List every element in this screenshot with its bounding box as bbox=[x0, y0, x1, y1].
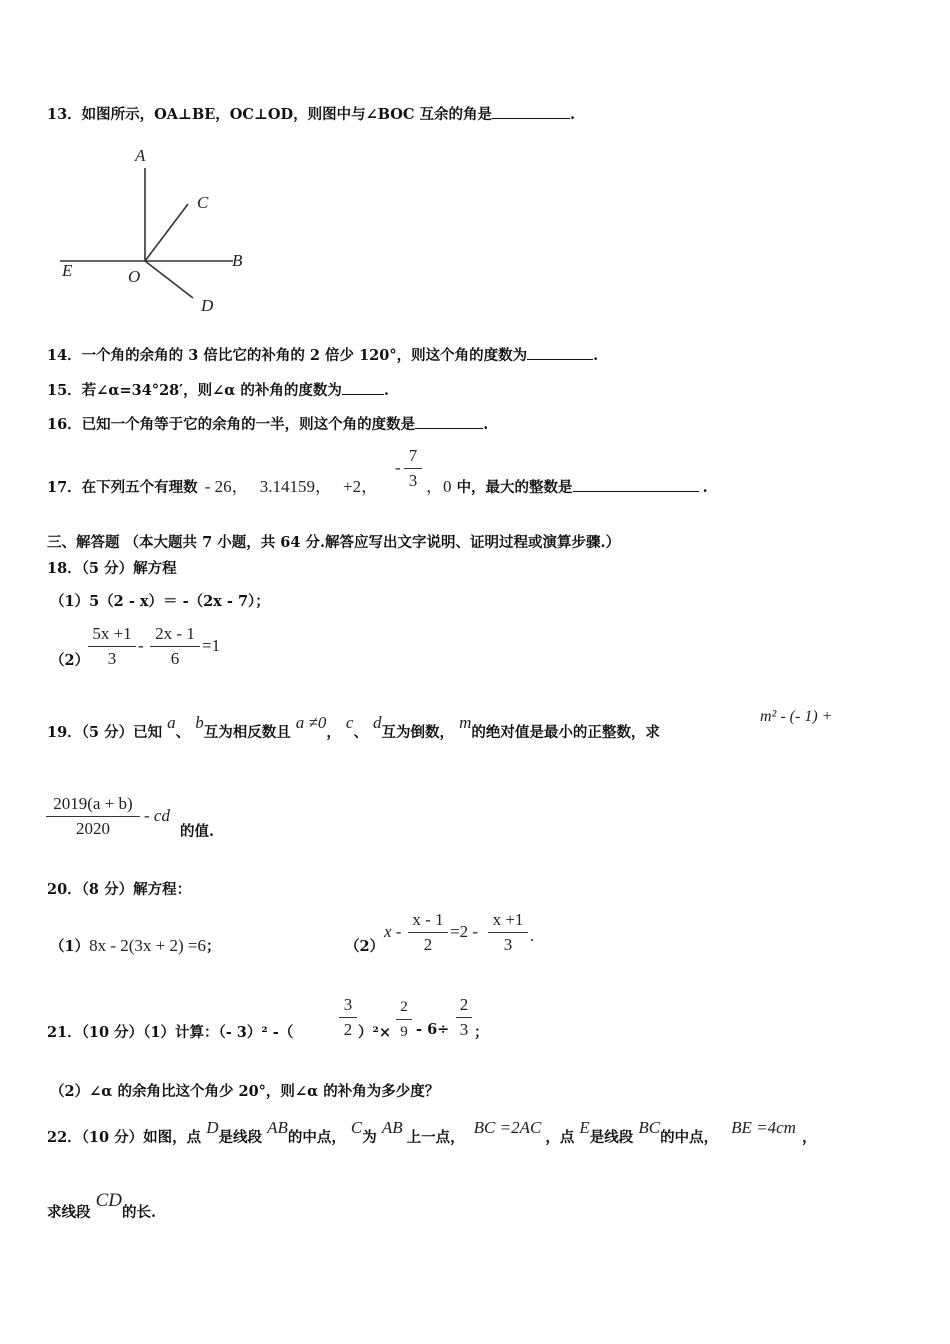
q15-answer-blank bbox=[342, 382, 384, 395]
q18-title: 18．（5 分）解方程 bbox=[47, 560, 177, 577]
q13-end: . bbox=[569, 106, 576, 123]
q16-line bbox=[47, 413, 488, 434]
q22-segment-ab: AB bbox=[267, 1118, 288, 1137]
q21-text-3: - 6÷ bbox=[416, 1021, 450, 1038]
q18-part2-label: （2） bbox=[50, 652, 90, 669]
q17-frac-den: 3 bbox=[408, 471, 418, 490]
q19-var-a: a bbox=[167, 713, 176, 732]
q18-minus: - bbox=[138, 636, 144, 655]
q18-frac-2 bbox=[150, 624, 200, 669]
label-b: B bbox=[232, 251, 243, 270]
q20-part1-label: （1） bbox=[50, 938, 90, 955]
q21-text-4: ； bbox=[474, 1024, 489, 1041]
ray-od bbox=[145, 261, 193, 298]
q18-part1: （1）5（2 - x）＝ -（2x - 7）； bbox=[50, 593, 270, 610]
label-a: A bbox=[135, 146, 146, 165]
q15-line bbox=[47, 379, 389, 400]
q18-frac-1 bbox=[88, 624, 136, 669]
q21-frac-2-num: 2 bbox=[400, 999, 408, 1015]
q17-number-2: 3.14159， bbox=[259, 477, 332, 496]
q20-part1 bbox=[50, 935, 221, 956]
q22-segment-bc: BC bbox=[638, 1118, 661, 1137]
q22-line-1 bbox=[47, 1118, 817, 1147]
q20-part2-label: （2） bbox=[345, 938, 385, 955]
q17-fraction bbox=[404, 446, 422, 491]
q22-text-10: 求线段 bbox=[47, 1204, 91, 1221]
q19-var-b: b bbox=[195, 713, 204, 732]
q22-text-1: 22．（10 分）如图，点 bbox=[47, 1129, 202, 1146]
q19-var-d: d bbox=[373, 713, 382, 732]
label-c: C bbox=[197, 193, 209, 212]
q21-part2: （2）∠α 的余角比这个角少 20°，则∠α 的补角为多少度？ bbox=[50, 1083, 440, 1100]
q20-frac-2 bbox=[488, 910, 528, 955]
q19-expression-1: m² - (- 1) + bbox=[760, 708, 833, 725]
q15-text: 15．若∠α=34°28′，则∠α 的补角的度数为 bbox=[47, 382, 342, 399]
q21-text-2: ）²× bbox=[358, 1024, 392, 1041]
q16-text: 16．已知一个角等于它的余角的一半，则这个角的度数是 bbox=[47, 416, 416, 433]
q20-frac-2-den: 3 bbox=[503, 935, 513, 954]
q13-line bbox=[47, 103, 575, 124]
label-o: O bbox=[128, 267, 141, 286]
q22-condition-1: BC =2AC bbox=[473, 1118, 542, 1137]
q13-answer-blank bbox=[492, 106, 570, 119]
q20-part1-end: ； bbox=[206, 938, 221, 955]
q19-var-m: m bbox=[459, 713, 472, 732]
q21-frac-1-num: 3 bbox=[343, 995, 353, 1014]
q16-end: . bbox=[483, 416, 489, 433]
q19-text-4: 的绝对值是最小的正整数，求 bbox=[471, 724, 660, 741]
q21-text-1: 21．（10 分）（1）计算：（- 3）² -（ bbox=[47, 1024, 294, 1041]
q18-frac-1-num: 5x +1 bbox=[92, 624, 132, 643]
q22-line-2 bbox=[47, 1190, 157, 1223]
q20-part1-expr: 8x - 2(3x + 2) =6 bbox=[89, 936, 207, 955]
q22-point-c: C bbox=[350, 1118, 363, 1137]
q22-segment-cd: CD bbox=[95, 1190, 122, 1211]
q22-text-11: 的长. bbox=[121, 1204, 157, 1221]
q18-frac-2-num: 2x - 1 bbox=[155, 624, 195, 643]
q21-frac-3-den: 3 bbox=[459, 1020, 469, 1039]
q17-end: . bbox=[702, 479, 708, 496]
q17-prefix: 17．在下列五个有理数 bbox=[47, 479, 198, 496]
q22-text-4: 为 bbox=[362, 1129, 377, 1146]
q19-condition: a ≠0 bbox=[295, 713, 327, 732]
q22-condition-2: BE =4cm bbox=[731, 1118, 796, 1137]
q19-text-3: 互为倒数， bbox=[381, 724, 455, 741]
q22-text-9: ， bbox=[801, 1129, 817, 1146]
q20-part2-x: x - bbox=[384, 922, 402, 941]
q19-line bbox=[47, 713, 660, 742]
q18-frac-1-den: 3 bbox=[107, 649, 117, 668]
q22-point-e: E bbox=[579, 1118, 590, 1137]
q14-text: 14．一个角的余角的 3 倍比它的补角的 2 倍少 120°，则这个角的度数为 bbox=[47, 347, 528, 364]
q20-mid: =2 - bbox=[450, 922, 478, 941]
q22-text-6: ，点 bbox=[545, 1129, 575, 1146]
q14-end: . bbox=[593, 347, 599, 364]
q18-rhs: =1 bbox=[202, 636, 221, 655]
q17-number-1: - 26， bbox=[204, 477, 249, 496]
q14-answer-blank bbox=[527, 347, 593, 360]
label-d: D bbox=[201, 296, 214, 315]
q21-frac-1 bbox=[339, 995, 357, 1040]
q13-figure bbox=[50, 140, 270, 320]
q16-answer-blank bbox=[415, 416, 483, 429]
q20-frac-2-num: x +1 bbox=[492, 910, 524, 929]
q15-end: . bbox=[383, 382, 389, 399]
q17-neg-sign: - bbox=[395, 458, 401, 477]
q19-frac-den: 2020 bbox=[76, 819, 110, 838]
q14-line bbox=[47, 344, 598, 365]
q19-var-c: c bbox=[345, 713, 354, 732]
q19-text-2: 互为相反数且 bbox=[203, 724, 291, 741]
q19-sep-3: 、 bbox=[353, 724, 368, 741]
q18-frac-2-den: 6 bbox=[170, 649, 180, 668]
q20-frac-1 bbox=[408, 910, 448, 955]
q17-number-5: ，0 bbox=[426, 477, 452, 496]
q22-text-2: 是线段 bbox=[218, 1129, 262, 1146]
q17-suffix: 中，最大的整数是 bbox=[456, 479, 573, 496]
q21-frac-1-den: 2 bbox=[343, 1020, 353, 1039]
ray-oc bbox=[145, 204, 188, 261]
q22-segment-ab-2: AB bbox=[381, 1118, 403, 1137]
q20-frac-1-den: 2 bbox=[423, 935, 433, 954]
q22-text-5: 上一点， bbox=[406, 1129, 465, 1146]
q13-text: 13．如图所示，OA⊥BE，OC⊥OD，则图中与∠BOC 互余的角是 bbox=[47, 106, 492, 123]
q19-text-5: 的值. bbox=[180, 823, 215, 840]
q19-sep-1: 、 bbox=[175, 724, 191, 741]
q22-point-d: D bbox=[206, 1118, 219, 1137]
q21-frac-3-num: 2 bbox=[459, 995, 469, 1014]
q21-frac-3 bbox=[456, 995, 472, 1040]
q17-number-3: +2， bbox=[343, 477, 379, 496]
q19-tail: - cd bbox=[144, 806, 170, 825]
q19-fraction bbox=[46, 794, 140, 839]
q21-frac-2 bbox=[396, 997, 412, 1042]
q22-text-3: 的中点， bbox=[287, 1129, 346, 1146]
q22-text-7: 是线段 bbox=[589, 1129, 634, 1146]
label-e: E bbox=[62, 261, 73, 280]
q19-text-1: 19．（5 分）已知 bbox=[47, 724, 163, 741]
q19-sep-2: ， bbox=[326, 724, 341, 741]
q20-title: 20．（8 分）解方程： bbox=[47, 881, 192, 898]
q20-end: . bbox=[530, 926, 535, 945]
q17-line bbox=[47, 472, 378, 497]
q19-frac-num: 2019(a + b) bbox=[53, 794, 133, 813]
q20-frac-1-num: x - 1 bbox=[412, 910, 444, 929]
q21-frac-2-den: 9 bbox=[400, 1024, 408, 1040]
q17-answer-blank bbox=[573, 479, 699, 492]
q22-text-8: 的中点， bbox=[660, 1129, 719, 1146]
q17-line-end bbox=[426, 472, 708, 497]
section3-title: 三、解答题 （本大题共 7 小题，共 64 分.解答应写出文字说明、证明过程或演算步骤.） bbox=[47, 534, 621, 551]
q17-frac-num: 7 bbox=[408, 446, 418, 465]
